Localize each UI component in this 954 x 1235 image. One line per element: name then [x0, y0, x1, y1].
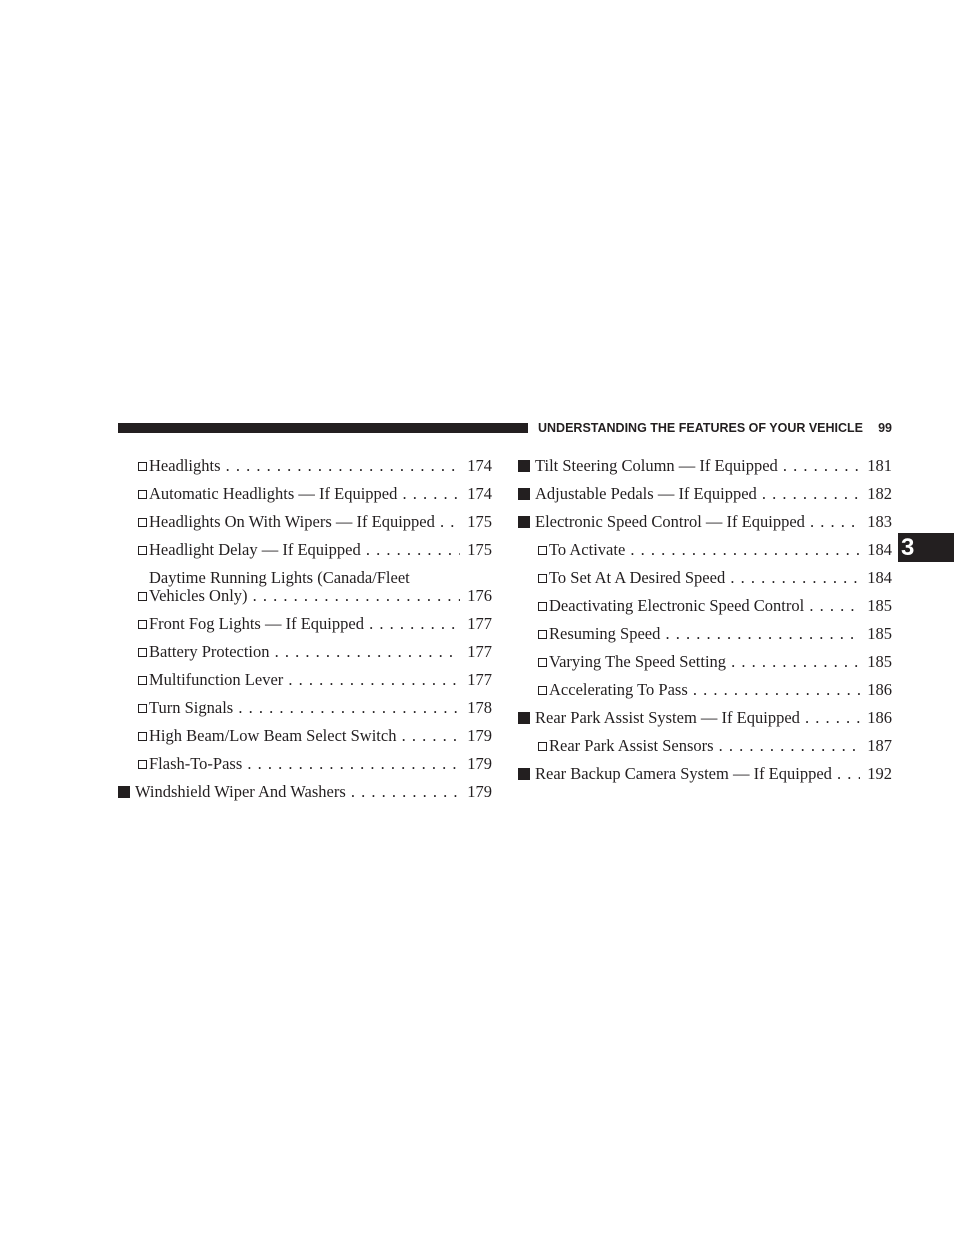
hollow-square-bullet-icon	[138, 546, 147, 555]
toc-entry-page: 174	[467, 456, 492, 475]
toc-entry-title: Front Fog Lights — If Equipped . . .	[149, 615, 460, 633]
toc-entry-page: 187	[867, 736, 892, 755]
hollow-square-bullet-icon	[138, 648, 147, 657]
toc-entry-page: 181	[867, 456, 892, 475]
toc-entry[interactable]	[118, 531, 492, 559]
running-header	[538, 421, 892, 435]
toc-entry-title: To Set At A Desired Speed . . .	[549, 569, 860, 587]
hollow-square-bullet-icon	[538, 574, 547, 583]
toc-entry-title: Resuming Speed . . .	[549, 625, 860, 643]
hollow-square-bullet-icon	[138, 732, 147, 741]
toc-entry[interactable]	[118, 745, 492, 773]
toc-entry-title: High Beam/Low Beam Select Switch . . .	[149, 727, 460, 745]
toc-entry[interactable]	[518, 475, 892, 503]
toc-entry-title-line1: Daytime Running Lights (Canada/Fleet	[149, 569, 410, 587]
toc-entry-title: Automatic Headlights — If Equipped . . .	[149, 485, 460, 503]
hollow-square-bullet-icon	[138, 760, 147, 769]
toc-entry-title: Battery Protection . . .	[149, 643, 460, 661]
hollow-square-bullet-icon	[138, 676, 147, 685]
toc-entry-page: 177	[467, 614, 492, 633]
toc-entry-page: 175	[467, 540, 492, 559]
toc-entry-title	[149, 569, 460, 605]
chapter-tab-number: 3	[901, 534, 915, 561]
toc-entry[interactable]	[518, 755, 892, 783]
filled-square-bullet-icon	[518, 768, 530, 780]
toc-entry-title: Deactivating Electronic Speed Control . . .	[549, 597, 860, 615]
toc-entry-title: Varying The Speed Setting . . .	[549, 653, 860, 671]
toc-entry-page: 177	[467, 670, 492, 689]
toc-entry-title: Electronic Speed Control — If Equipped . . .	[535, 513, 860, 531]
filled-square-bullet-icon	[118, 786, 130, 798]
filled-square-bullet-icon	[518, 460, 530, 472]
toc-entry-title: To Activate . . .	[549, 541, 860, 559]
toc-entry-title: Tilt Steering Column — If Equipped . . .	[535, 457, 860, 475]
toc-entry-title: Flash-To-Pass . . .	[149, 755, 460, 773]
toc-entry[interactable]	[518, 671, 892, 699]
hollow-square-bullet-icon	[138, 592, 147, 601]
toc-entry[interactable]	[118, 447, 492, 475]
toc-entry[interactable]	[118, 717, 492, 745]
toc-entry-page: 184	[867, 540, 892, 559]
toc-entry[interactable]	[118, 633, 492, 661]
toc-entry-title: Adjustable Pedals — If Equipped . . .	[535, 485, 860, 503]
toc-entry[interactable]	[518, 531, 892, 559]
toc-entry[interactable]	[118, 773, 492, 801]
toc-entry-title: Headlight Delay — If Equipped . . .	[149, 541, 460, 559]
toc-entry-page: 182	[867, 484, 892, 503]
toc-left-column	[118, 447, 492, 801]
hollow-square-bullet-icon	[138, 518, 147, 527]
filled-square-bullet-icon	[518, 488, 530, 500]
toc-entry-page: 192	[867, 764, 892, 783]
toc-entry-title: Multifunction Lever . . .	[149, 671, 460, 689]
toc-entry[interactable]	[518, 699, 892, 727]
toc-entry-title: Rear Backup Camera System — If Equipped . . .	[535, 765, 860, 783]
hollow-square-bullet-icon	[138, 462, 147, 471]
toc-entry-page: 185	[867, 624, 892, 643]
hollow-square-bullet-icon	[538, 630, 547, 639]
hollow-square-bullet-icon	[138, 704, 147, 713]
hollow-square-bullet-icon	[138, 490, 147, 499]
toc-entry-page: 185	[867, 652, 892, 671]
hollow-square-bullet-icon	[538, 686, 547, 695]
toc-entry-title: Accelerating To Pass . . .	[549, 681, 860, 699]
toc-entry[interactable]	[118, 661, 492, 689]
toc-entry-title: Rear Park Assist Sensors . . .	[549, 737, 860, 755]
hollow-square-bullet-icon	[538, 742, 547, 751]
toc-entry-page: 179	[467, 726, 492, 745]
toc-entry[interactable]	[518, 447, 892, 475]
toc-entry-page: 175	[467, 512, 492, 531]
toc-entry[interactable]	[118, 605, 492, 633]
toc-entry[interactable]	[518, 503, 892, 531]
toc-entry[interactable]	[518, 615, 892, 643]
toc-entry-title: Windshield Wiper And Washers . . .	[135, 783, 460, 801]
toc-entry[interactable]	[118, 503, 492, 531]
toc-entry[interactable]	[518, 587, 892, 615]
header-rule	[118, 423, 528, 433]
toc-entry-page: 178	[467, 698, 492, 717]
toc-entry[interactable]	[518, 559, 892, 587]
toc-entry[interactable]	[118, 689, 492, 717]
toc-entry-page: 177	[467, 642, 492, 661]
toc-entry-page: 186	[867, 708, 892, 727]
toc-entry[interactable]	[118, 559, 492, 605]
toc-entry-page: 184	[867, 568, 892, 587]
toc-entry-title-line2: Vehicles Only) . . .	[149, 587, 460, 605]
header-title: UNDERSTANDING THE FEATURES OF YOUR VEHICLE	[538, 421, 864, 435]
toc-entry-page: 179	[467, 782, 492, 801]
toc-entry-page: 174	[467, 484, 492, 503]
toc-entry[interactable]	[518, 727, 892, 755]
toc-entry[interactable]	[118, 475, 492, 503]
toc-entry-title: Headlights On With Wipers — If Equipped . . .	[149, 513, 460, 531]
toc-entry-page: 176	[467, 586, 492, 605]
hollow-square-bullet-icon	[538, 602, 547, 611]
toc-entry-title: Headlights . . .	[149, 457, 460, 475]
toc-entry-page: 179	[467, 754, 492, 773]
chapter-tab	[898, 533, 954, 562]
toc-entry[interactable]	[518, 643, 892, 671]
filled-square-bullet-icon	[518, 712, 530, 724]
toc-entry-title: Turn Signals . . .	[149, 699, 460, 717]
toc-entry-page: 185	[867, 596, 892, 615]
toc-right-column	[518, 447, 892, 783]
header-page-number: 99	[878, 421, 892, 435]
hollow-square-bullet-icon	[138, 620, 147, 629]
hollow-square-bullet-icon	[538, 658, 547, 667]
toc-entry-title: Rear Park Assist System — If Equipped . . .	[535, 709, 860, 727]
toc-entry-page: 183	[867, 512, 892, 531]
toc-entry-page: 186	[867, 680, 892, 699]
hollow-square-bullet-icon	[538, 546, 547, 555]
filled-square-bullet-icon	[518, 516, 530, 528]
